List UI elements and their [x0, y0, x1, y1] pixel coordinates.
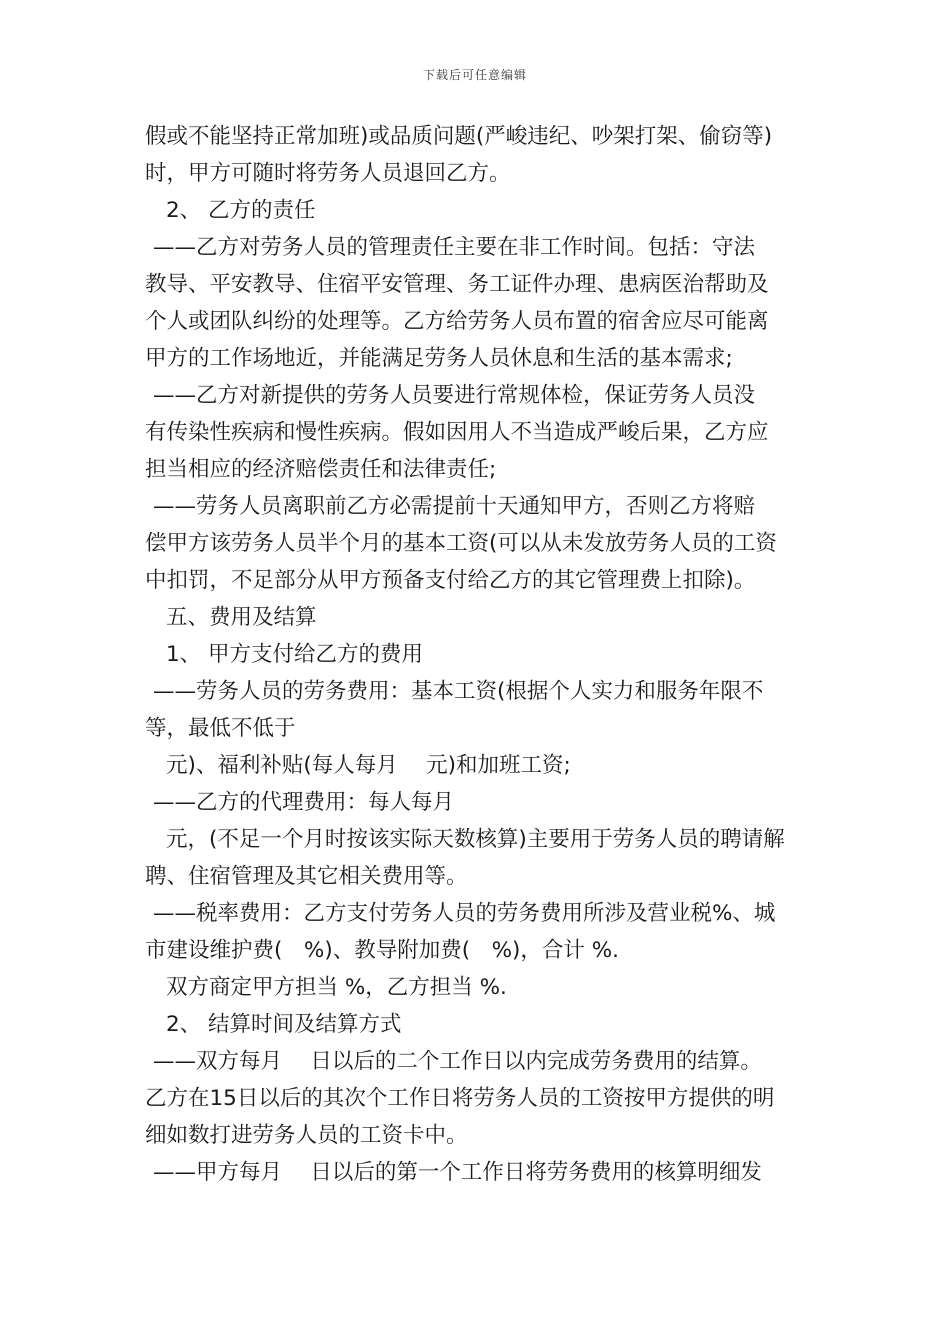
document-body	[145, 118, 811, 1191]
section-heading: 五、费用及结算	[166, 605, 317, 630]
page-header: 下载后可任意编辑	[422, 68, 527, 82]
text-line: 甲方的工作场地近，并能满足劳务人员休息和生活的基本需求;	[145, 346, 733, 371]
text-line: 乙方在15日以后的其次个工作日将劳务人员的工资按甲方提供的明	[145, 1086, 775, 1111]
text-line: ——劳务人员的劳务费用：基本工资(根据个人实力和服务年限不	[153, 679, 764, 704]
text-line: 中扣罚，不足部分从甲方预备支付给乙方的其它管理费上扣除)。	[145, 568, 756, 593]
text-line: 偿甲方该劳务人员半个月的基本工资(可以从未发放劳务人员的工资	[145, 531, 777, 556]
text-line: 细如数打进劳务人员的工资卡中。	[145, 1123, 468, 1148]
text-line: ——税率费用：乙方支付劳务人员的劳务费用所涉及营业税%、城	[153, 901, 776, 926]
section-heading: 2、 乙方的责任	[166, 198, 316, 223]
text-line: ——双方每月 日以后的二个工作日以内完成劳务费用的结算。	[153, 1049, 762, 1074]
text-line: 有传染性疾病和慢性疾病。假如因用人不当造成严峻后果，乙方应	[145, 420, 769, 445]
text-line: 等，最低不低于	[145, 716, 296, 741]
text-line: 双方商定甲方担当 %，乙方担当 %.	[166, 975, 507, 1000]
text-line: ——乙方对新提供的劳务人员要进行常规体检，保证劳务人员没	[153, 383, 756, 408]
text-line: 个人或团队纠纷的处理等。乙方给劳务人员布置的宿舍应尽可能离	[145, 309, 769, 334]
text-line: 教导、平安教导、住宿平安管理、务工证件办理、患病医治帮助及	[145, 272, 769, 297]
text-line: 担当相应的经济赔偿责任和法律责任;	[145, 457, 497, 482]
text-line: 假或不能坚持正常加班)或品质问题(严峻违纪、吵架打架、偷窃等)	[145, 124, 773, 149]
text-line: 聘、住宿管理及其它相关费用等。	[145, 864, 468, 889]
text-line: ——乙方的代理费用：每人每月	[153, 790, 455, 815]
text-line: 时，甲方可随时将劳务人员退回乙方。	[145, 161, 511, 186]
section-heading: 1、 甲方支付给乙方的费用	[166, 642, 424, 667]
text-line: 市建设维护费( %)、教导附加费( %)，合计 %.	[145, 938, 620, 963]
text-line: 元)、福利补贴(每人每月 元)和加班工资;	[166, 753, 571, 778]
text-line: ——甲方每月 日以后的第一个工作日将劳务费用的核算明细发	[153, 1160, 762, 1185]
text-line: ——乙方对劳务人员的管理责任主要在非工作时间。包括：守法	[153, 235, 756, 260]
text-line: 元，(不足一个月时按该实际天数核算)主要用于劳务人员的聘请解	[166, 827, 785, 852]
text-line: ——劳务人员离职前乙方必需提前十天通知甲方，否则乙方将赔	[153, 494, 756, 519]
section-heading: 2、 结算时间及结算方式	[166, 1012, 402, 1037]
